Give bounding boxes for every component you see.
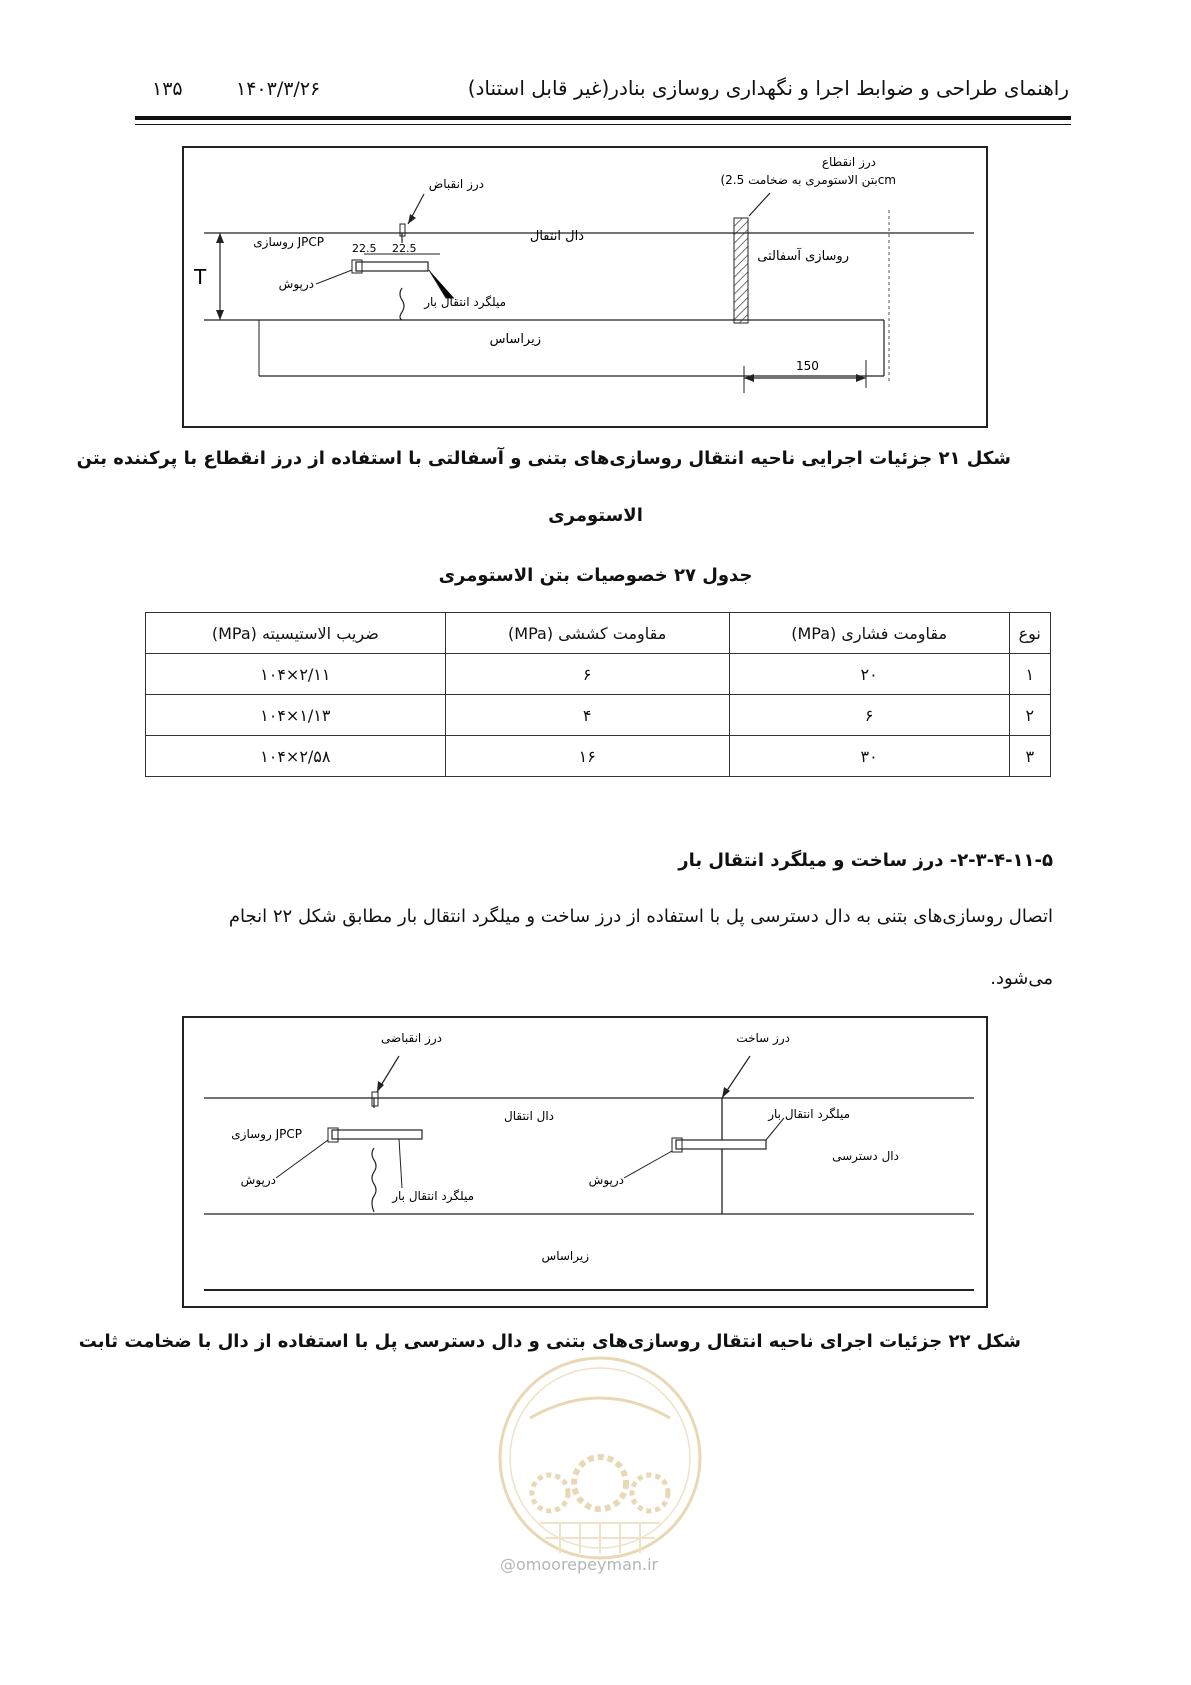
table-cell: ۲	[1009, 695, 1051, 736]
label-base: زیراساس	[541, 1249, 589, 1263]
label-dim-a: 22.5	[352, 242, 377, 255]
table-27-title: جدول ۲۷ خصوصیات بتن الاستومری	[438, 565, 753, 586]
watermark-logo-icon	[490, 1348, 710, 1578]
label-access-slab: دال دسترسی	[832, 1149, 899, 1163]
table-row	[146, 695, 1051, 736]
label-contraction-joint: درز انقباضی	[381, 1031, 442, 1045]
label-contraction-joint: درز انقباض	[428, 177, 484, 191]
figure-21	[182, 146, 988, 428]
watermark-url: @omoorepeyman.ir	[500, 1555, 659, 1574]
contraction-crack	[372, 1098, 376, 1212]
figure-21-caption-line2: الاستومری	[548, 505, 643, 526]
table-cell: ۴	[445, 695, 729, 736]
label-construction-joint: درز ساخت	[736, 1031, 790, 1045]
label-jpcp: روسازی JPCP	[253, 235, 324, 249]
label-dim-b: 22.5	[392, 242, 417, 255]
label-cut-joint: درز انقطاع	[821, 155, 876, 169]
table-header-cell: مقاومت کششی (MPa)	[445, 613, 729, 654]
table-cell: ۶	[729, 695, 1009, 736]
table-cell: ۱	[1009, 654, 1051, 695]
table-cell: ۶	[445, 654, 729, 695]
label-jpcp: روسازی JPCP	[231, 1127, 302, 1141]
table-cell: ۱/۱۳×۱۰۴	[146, 695, 446, 736]
table-cell: ۱۶	[445, 736, 729, 777]
page-number: ۱۳۵	[152, 78, 183, 100]
label-cap: درپوش	[278, 277, 314, 291]
table-header-cell: نوع	[1009, 613, 1051, 654]
dowel-bar-left	[332, 1130, 422, 1139]
label-cap-right: درپوش	[588, 1173, 624, 1187]
dowel-bar	[356, 262, 428, 271]
running-header-title: راهنمای طراحی و ضوابط اجرا و نگهداری روسازی بنادر(غیر قابل استناد)	[467, 76, 1069, 100]
table-header-cell: ضریب الاستیسیته (MPa)	[146, 613, 446, 654]
table-row	[146, 654, 1051, 695]
elastomeric-filler	[734, 218, 748, 323]
figure-22-caption: شکل ۲۲ جزئیات اجرای ناحیه انتقال روسازی‌های بتنی و دال دسترسی پل با استفاده از دال با ضخامت ثابت	[78, 1331, 1021, 1352]
figure-22	[182, 1016, 988, 1308]
label-cap-left: درپوش	[240, 1173, 276, 1187]
header-rule-thin	[135, 124, 1071, 125]
table-header-cell: مقاومت فشاری (MPa)	[729, 613, 1009, 654]
label-dowel: میلگرد انتقال بار	[424, 295, 506, 309]
paragraph-line-2: می‌شود.	[990, 968, 1053, 989]
paragraph-line-1: اتصال روسازی‌های بتنی به دال دسترسی پل با استفاده از درز ساخت و میلگرد انتقال بار مطابق شکل ۲۲ انجام	[228, 906, 1053, 927]
table-cell: ۲/۱۱×۱۰۴	[146, 654, 446, 695]
table-cell: ۲۰	[729, 654, 1009, 695]
header-date: ۱۴۰۳/۳/۲۶	[236, 78, 321, 100]
label-base: زیراساس	[489, 332, 541, 347]
table-cell: ۳۰	[729, 736, 1009, 777]
label-t: T	[194, 265, 207, 289]
table-header-row	[146, 613, 1051, 654]
table-row	[146, 736, 1051, 777]
label-cut-joint-note: (بتن الاستومری به ضخامت 2.5cm	[720, 173, 896, 187]
table-cell: ۳	[1009, 736, 1051, 777]
figure-21-caption-line1: شکل ۲۱ جزئیات اجرایی ناحیه انتقال روسازی‌های بتنی و آسفالتی با استفاده از درز انقطاع با پرکننده بتن	[76, 448, 1011, 469]
dowel-bar-right	[676, 1140, 766, 1149]
label-dowel-right: میلگرد انتقال بار	[768, 1107, 850, 1121]
label-asphalt: روسازی آسفالتی	[757, 249, 849, 264]
section-heading: ۲-۳-۴-۱۱-۵- درز ساخت و میلگرد انتقال بار	[678, 850, 1053, 871]
label-slab: دال انتقال	[529, 229, 584, 244]
label-150: 150	[796, 359, 819, 373]
label-dowel-left: میلگرد انتقال بار	[392, 1189, 474, 1203]
label-slab: دال انتقال	[504, 1109, 554, 1123]
table-cell: ۲/۵۸×۱۰۴	[146, 736, 446, 777]
header-rule-thick	[135, 116, 1071, 120]
table-27	[145, 612, 1051, 777]
